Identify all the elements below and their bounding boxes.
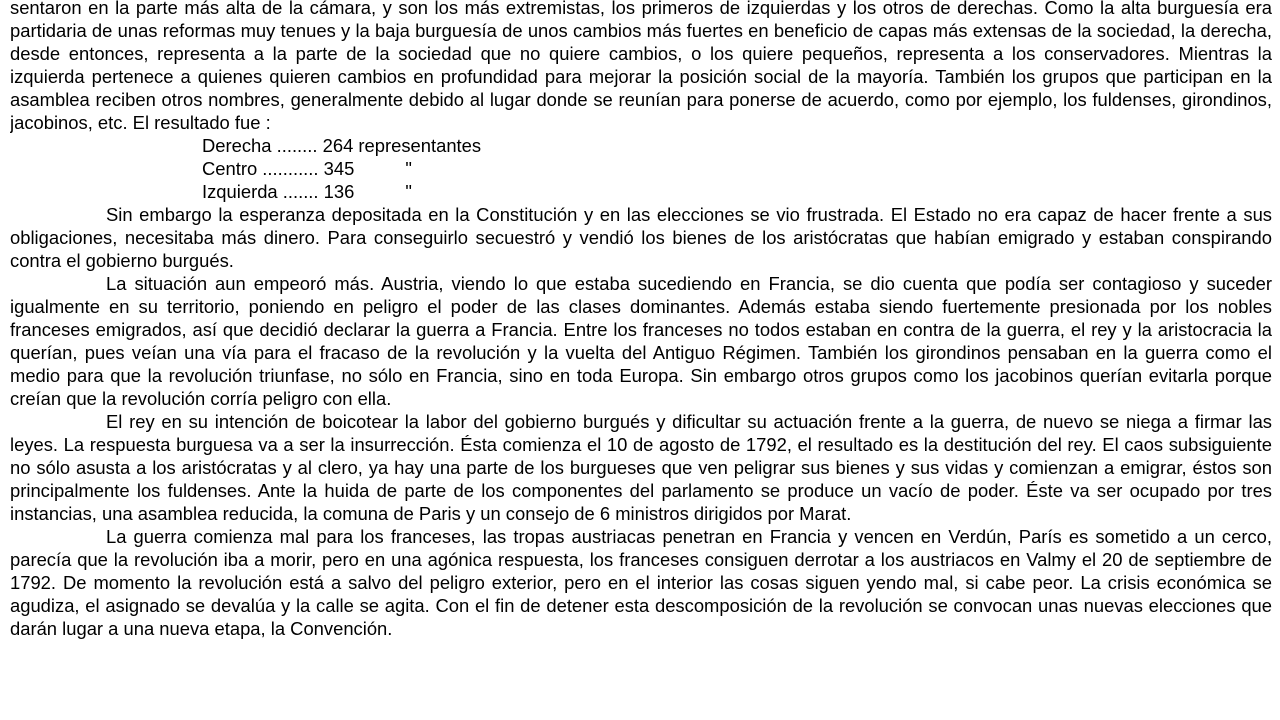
- result-left: Izquierda ....... 136 ": [202, 181, 412, 202]
- document-body: [10, 0, 1272, 640]
- paragraph-constitution: Sin embargo la esperanza depositada en la Constitución y en las elecciones se vio frustrada. El Estado no era capaz de hacer frente a sus obligaciones, necesitaba más dinero. Para conseguirlo secuestró y vendió los bienes de los aristócratas que habían emigrado y estaban conspirando contra el gobierno burgués.: [10, 204, 1272, 271]
- document-page: [10, 0, 1272, 720]
- result-right: Derecha ........ 264 representantes: [202, 135, 482, 156]
- result-center: Centro ........... 345 ": [202, 158, 412, 179]
- paragraph-war: La situación aun empeoró más. Austria, viendo lo que estaba sucediendo en Francia, se dio cuenta que podía ser contagioso y suceder igualmente en su territorio, poniendo en peligro el poder de las clases dominantes. Además estaba siendo fuertemente presionada por los nobles franceses emigrados, así que decidió declarar la guerra a Francia. Entre los franceses no todos estaban en contra de la guerra, el rey y la aristocracia la querían, pues veían una vía para el fracaso de la revolución y la vuelta del Antiguo Régimen. También los girondinos pensaban en la guerra como el medio para que la revolución triunfase, no sólo en Francia, sino en toda Europa. Sin embargo otros grupos como los jacobinos querían evitarla porque creían que la revolución corría peligro con ella.: [10, 273, 1272, 409]
- election-results: [10, 134, 1272, 203]
- paragraph-convention: La guerra comienza mal para los franceses, las tropas austriacas penetran en Francia y vencen en Verdún, París es sometido a un cerco, parecía que la revolución iba a morir, pero en una agónica respuesta, los franceses consiguen derrotar a los austriacos en Valmy el 20 de septiembre de 1792. De momento la revolución está a salvo del peligro exterior, pero en el interior las cosas siguen yendo mal, si cabe peor. La crisis económica se agudiza, el asignado se devalúa y la calle se agita. Con el fin de detener esta descomposición de la revolución se convocan unas nuevas elecciones que darán lugar a una nueva etapa, la Convención.: [10, 526, 1272, 639]
- paragraph-king: El rey en su intención de boicotear la labor del gobierno burgués y dificultar su actuación frente a la guerra, de nuevo se niega a firmar las leyes. La respuesta burguesa va a ser la insurrección. Ésta comienza el 10 de agosto de 1792, el resultado es la destitución del rey. El caos subsiguiente no sólo asusta a los aristócratas y al clero, ya hay una parte de los burgueses que ven peligrar sus bienes y sus vidas y comienzan a emigrar, éstos son principalmente los fuldenses. Ante la huida de parte de los componentes del parlamento se produce un vacío de poder. Éste va ser ocupado por tres instancias, una asamblea reducida, la comuna de Paris y un consejo de 6 ministros dirigidos por Marat.: [10, 411, 1272, 524]
- paragraph-intro: sentaron en la parte más alta de la cámara, y son los más extremistas, los primeros de izquierdas y los otros de derechas. Como la alta burguesía era partidaria de unas reformas muy tenues y la baja burguesía de unos cambios más fuertes en beneficio de capas más extensas de la sociedad, la derecha, desde entonces, representa a la parte de la sociedad que no quiere cambios, o los quiere pequeños, representa a los conservadores. Mientras la izquierda pertenece a quienes quieren cambios en profundidad para mejorar la posición social de la mayoría. También los grupos que participan en la asamblea reciben otros nombres, generalmente debido al lugar donde se reunían para ponerse de acuerdo, como por ejemplo, los fuldenses, girondinos, jacobinos, etc. El resultado fue :: [10, 0, 1272, 133]
